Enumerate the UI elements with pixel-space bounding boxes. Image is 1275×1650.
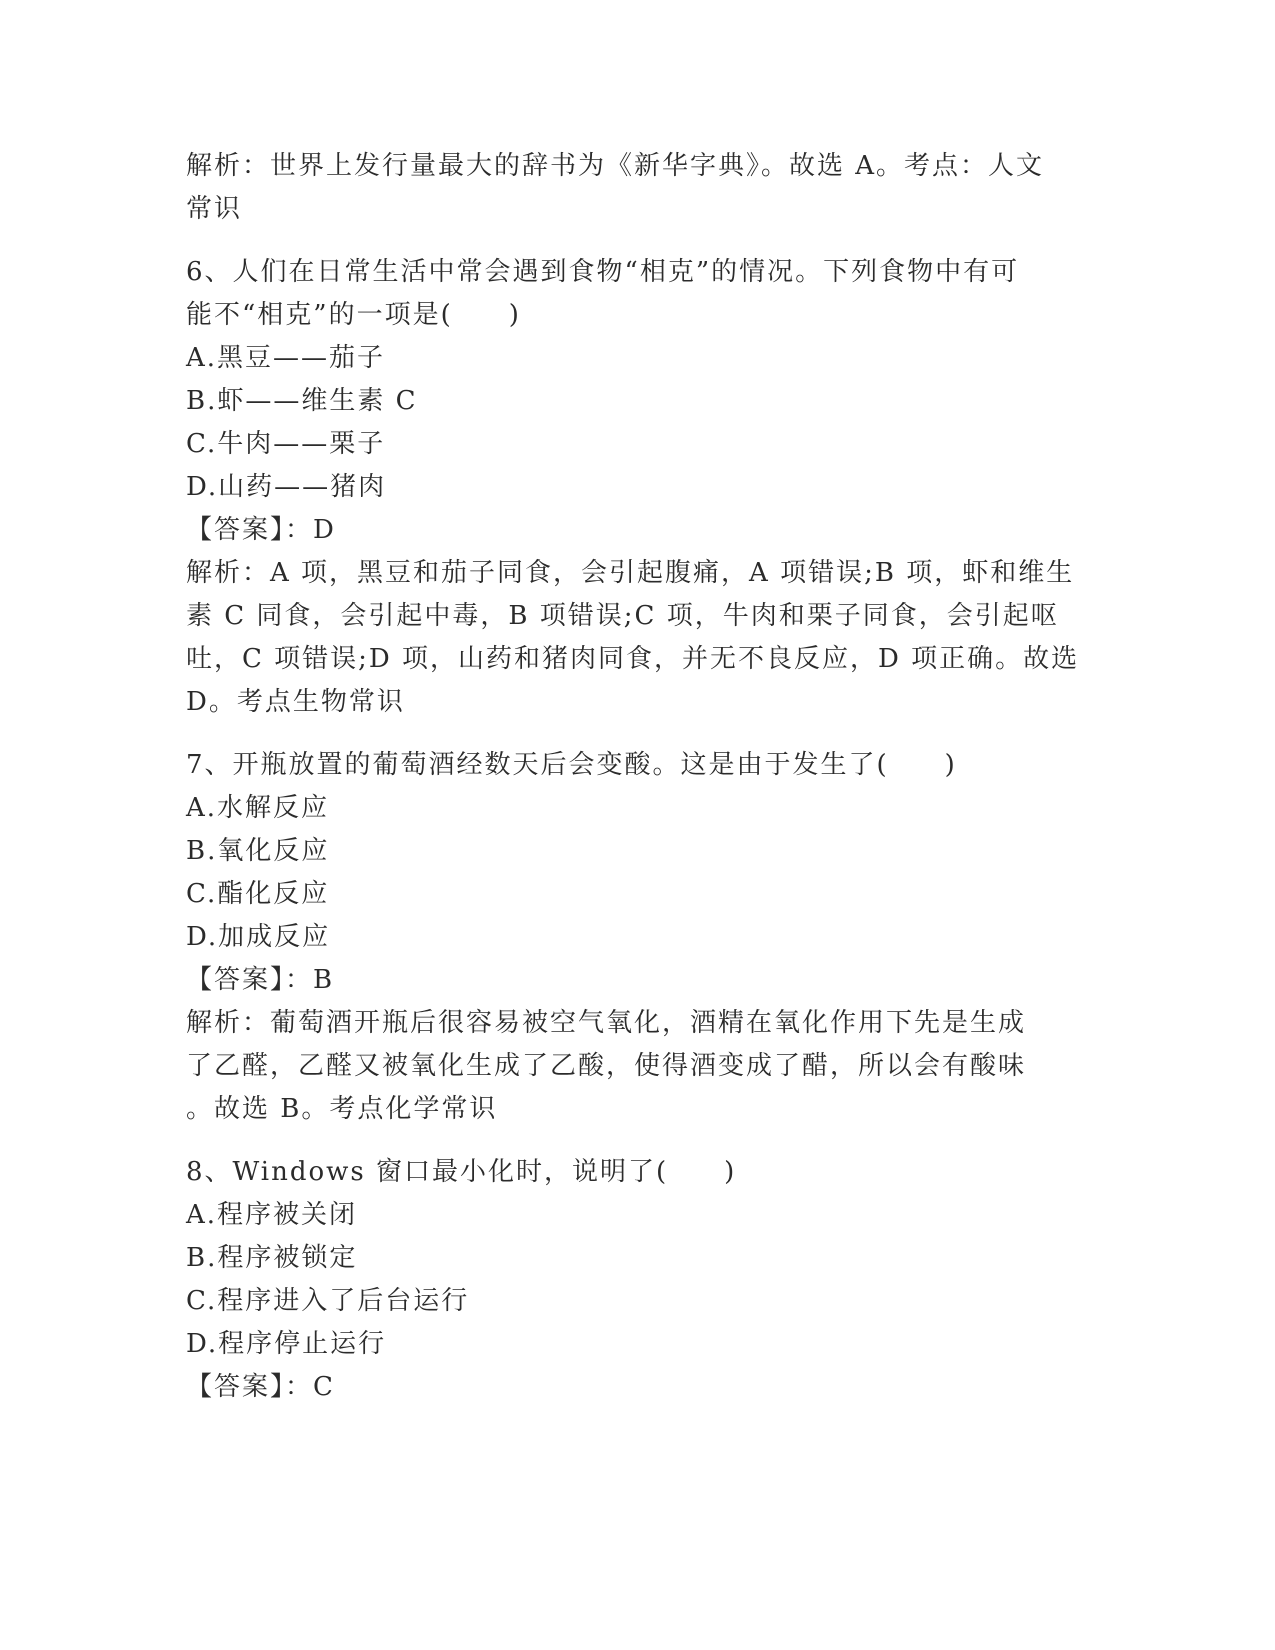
option-c: C.牛肉——栗子	[186, 429, 386, 459]
option-a: A.程序被关闭	[186, 1200, 358, 1230]
question-6	[186, 251, 1086, 724]
answer: 【答案】：B	[186, 965, 335, 995]
option-b: B.氧化反应	[186, 836, 330, 866]
option-a: A.水解反应	[186, 793, 330, 823]
question-7	[186, 744, 1086, 1131]
analysis-line: 吐，C 项错误;D 项，山药和猪肉同食，并无不良反应，D 项正确。故选	[186, 644, 1080, 674]
analysis-line: 解析：世界上发行量最大的辞书为《新华字典》。故选 A。考点：人文	[186, 151, 1045, 181]
option-b: B.程序被锁定	[186, 1243, 358, 1273]
question-stem: 7、开瓶放置的葡萄酒经数天后会变酸。这是由于发生了( )	[186, 750, 957, 780]
prev-analysis	[186, 145, 1086, 231]
option-b: B.虾——维生素 C	[186, 386, 418, 416]
analysis-line: 解析：A 项，黑豆和茄子同食，会引起腹痛，A 项错误;B 项，虾和维生	[186, 558, 1075, 588]
answer: 【答案】：C	[186, 1372, 335, 1402]
question-8	[186, 1151, 1086, 1409]
question-stem: 能不“相克”的一项是( )	[186, 300, 521, 330]
analysis-line: D。考点生物常识	[186, 687, 405, 717]
analysis-line: 了乙醛，乙醛又被氧化生成了乙酸，使得酒变成了醋，所以会有酸味	[186, 1051, 1027, 1081]
question-stem: 8、Windows 窗口最小化时，说明了( )	[186, 1157, 737, 1187]
question-stem: 6、人们在日常生活中常会遇到食物“相克”的情况。下列食物中有可	[186, 257, 1020, 287]
analysis-line: 素 C 同食，会引起中毒，B 项错误;C 项，牛肉和栗子同食，会引起呕	[186, 601, 1059, 631]
option-d: D.山药——猪肉	[186, 472, 387, 502]
analysis-line: 。故选 B。考点化学常识	[186, 1094, 498, 1124]
option-a: A.黑豆——茄子	[186, 343, 386, 373]
answer: 【答案】：D	[186, 515, 336, 545]
analysis-line: 常识	[186, 194, 243, 224]
document-page	[186, 145, 1086, 1429]
option-d: D.程序停止运行	[186, 1329, 387, 1359]
analysis-line: 解析：葡萄酒开瓶后很容易被空气氧化，酒精在氧化作用下先是生成	[186, 1008, 1027, 1038]
option-c: C.程序进入了后台运行	[186, 1286, 470, 1316]
option-d: D.加成反应	[186, 922, 331, 952]
option-c: C.酯化反应	[186, 879, 330, 909]
